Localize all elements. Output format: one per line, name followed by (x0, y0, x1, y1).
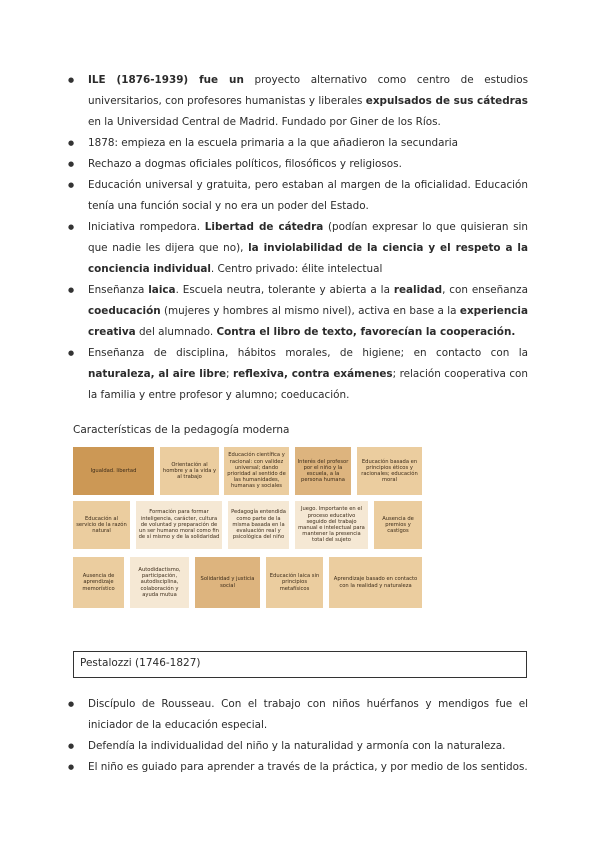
diagram-box: Autodidactismo, participación, autodisciplina, colaboración y ayuda mutua (130, 557, 189, 608)
bullet-text-run: en la Universidad Central de Madrid. Fundado por Giner de los Ríos. (88, 116, 441, 128)
bullet-text-run: naturaleza, al aire libre (88, 368, 226, 380)
bullet-text-run: ILE (1876-1939) fue un (88, 74, 244, 86)
pestalozzi-heading: Pestalozzi (1746-1827) (73, 651, 527, 678)
bullet-item (88, 343, 528, 406)
ile-bullet-list (88, 70, 528, 406)
bullet-text-run: del alumnado. (135, 326, 217, 338)
bullet-item (88, 175, 528, 217)
bullet-text-run: coeducación (88, 305, 161, 317)
pestalozzi-bullet-list (88, 694, 528, 778)
bullet-text-run: Educación universal y gratuita, pero estaban al margen de la oficialidad. Educación tenía una función social y no era un poder del Estado. (88, 179, 528, 212)
diagram-title: Características de la pedagogía moderna (73, 424, 290, 436)
bullet-text-run: El niño es guiado para aprender a través de la práctica, y por medio de los sentidos. (88, 761, 528, 773)
diagram-box: Orientación al hombre y a la vida y al trabajo (160, 447, 219, 495)
bullet-item (88, 736, 528, 757)
bullet-item (88, 217, 528, 280)
bullet-text-run: expulsados de sus cátedras (365, 95, 528, 107)
bullet-text-run: experiencia creativa (88, 305, 528, 338)
diagram-box: Educación laica sin principios metafísicos (266, 557, 323, 608)
bullet-text-run: (mujeres y hombres al mismo nivel), activa en base a la (160, 305, 460, 317)
bullet-text-run: , con enseñanza (442, 284, 529, 296)
diagram-box: Interés del profesor por el niño y la escuela, a la persona humana (295, 447, 351, 495)
diagram-box: Ausencia de aprendizaje memorístico (73, 557, 124, 608)
bullet-text-run: reflexiva, contra exámenes (233, 368, 393, 380)
bullet-text-run: Contra el libro de texto, favorecían la cooperación. (216, 326, 516, 338)
bullet-text-run: la inviolabilidad de la ciencia y el respeto a la conciencia individual (88, 242, 529, 275)
diagram-box: Educación al servicio de la razón natural (73, 501, 130, 549)
bullet-text-run: proyecto alternativo como centro de estudios universitarios, con profesores humanistas y liberales (88, 74, 528, 107)
diagram-box: Formación para formar inteligencia, carácter, cultura de voluntad y preparación de un ser humano moral como fin de sí mismo y de la solidaridad (136, 501, 222, 549)
diagram-box: Igualdad. libertad (73, 447, 154, 495)
diagram-box: Solidaridad y justicia social (195, 557, 260, 608)
bullet-text-run: Iniciativa rompedora. (88, 221, 205, 233)
bullet-text-run: 1878: empieza en la escuela primaria a la que añadieron la secundaria (88, 137, 459, 149)
diagram-box: Aprendizaje basado en contacto con la realidad y naturaleza (329, 557, 422, 608)
diagram-box: Educación basada en principios éticos y racionales; educación moral (357, 447, 422, 495)
bullet-text-run: Discípulo de Rousseau. Con el trabajo con niños huérfanos y mendigos fue el iniciador de la educación especial. (88, 698, 528, 731)
diagram-box: Educación científica y racional: con validez universal; dando prioridad al sentido de las humanidades, humanas y sociales (224, 447, 289, 495)
bullet-text-run: realidad (393, 284, 443, 296)
bullet-item (88, 154, 528, 175)
bullet-text-run: Libertad de cátedra (204, 221, 324, 233)
bullet-text-run: Rechazo a dogmas oficiales políticos, filosóficos y religiosos. (88, 158, 402, 170)
bullet-text-run: . Escuela neutra, tolerante y abierta a la (175, 284, 394, 296)
bullet-text-run: Defendía la individualidad del niño y la naturalidad y armonía con la naturaleza. (88, 740, 506, 752)
bullet-item (88, 694, 528, 736)
diagram-box: Juego. Importante en el proceso educativo seguido del trabajo manual e intelectual para mantener la presencia total del sujeto (295, 501, 368, 549)
bullet-text-run: ; (226, 368, 233, 380)
diagram-box: Pedagogía entendida como parte de la misma basada en la evaluación real y psicológica del niño (228, 501, 289, 549)
diagram-box: Ausencia de premios y castigos (374, 501, 422, 549)
bullet-text-run: Enseñanza de disciplina, hábitos morales, de higiene; en contacto con la (88, 347, 528, 359)
bullet-item (88, 70, 528, 133)
bullet-text-run: ; relación cooperativa con la familia y entre profesor y alumno; coeducación. (88, 368, 528, 401)
bullet-item (88, 133, 528, 154)
bullet-text-run: . Centro privado: élite intelectual (210, 263, 383, 275)
bullet-text-run: Enseñanza (88, 284, 149, 296)
bullet-text-run: (podían expresar lo que quisieran sin que nadie les dijera que no), (88, 221, 528, 254)
bullet-item (88, 757, 528, 778)
bullet-text-run: laica (148, 284, 176, 296)
bullet-item (88, 280, 528, 343)
